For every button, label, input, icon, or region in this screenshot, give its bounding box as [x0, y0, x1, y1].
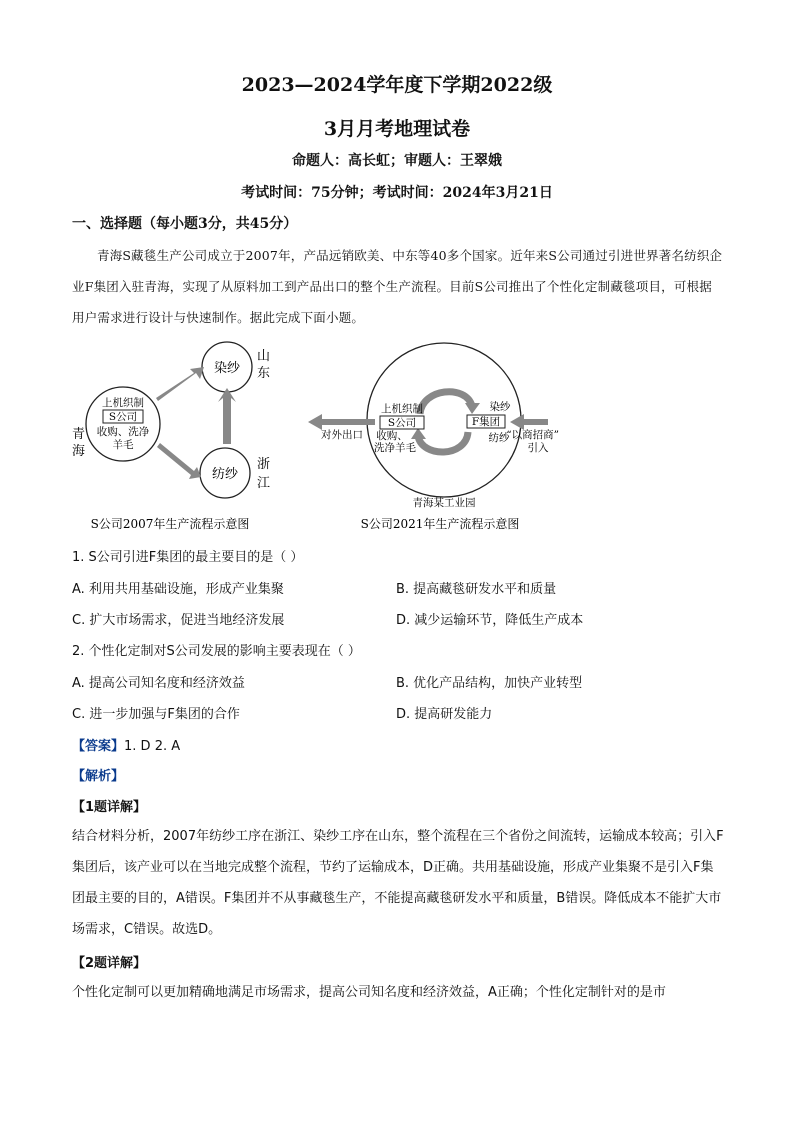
answer-text: 1. D 2. A [124, 739, 181, 754]
production-flow-figure [70, 340, 559, 535]
title-line-1: 2023—2024学年度下学期2022级 [241, 74, 553, 96]
svg-text:羊毛: 羊毛 [112, 439, 134, 451]
detail-2-text: 个性化定制可以更加精确地满足市场需求，提高公司知名度和经济效益，A正确；个性化定制针对的是市 [72, 985, 666, 1000]
authors-line: 命题人：高长虹；审题人：王翠娥 [292, 153, 502, 169]
svg-text:引入: 引入 [527, 442, 549, 454]
answer-line [72, 735, 180, 754]
svg-text:青: 青 [72, 427, 86, 442]
figure-2021 [308, 343, 559, 531]
svg-text:S公司: S公司 [387, 417, 417, 429]
detail-1-title: 【1题详解】 [72, 800, 147, 815]
svg-text:纺纱: 纺纱 [488, 432, 510, 444]
question-1-option-d[interactable]: D. 减少运输环节，降低生产成本 [396, 613, 584, 628]
question-2-option-b[interactable]: B. 优化产品结构，加快产业转型 [396, 676, 583, 691]
svg-text:S公司: S公司 [108, 411, 138, 423]
question-2-option-c[interactable]: C. 进一步加强与F集团的合作 [72, 707, 240, 722]
svg-text:对外出口: 对外出口 [321, 429, 363, 441]
exam-time-line: 考试时间：75分钟；考试时间：2024年3月21日 [241, 185, 553, 201]
analysis-title: 【解析】 [72, 769, 125, 784]
svg-text:东: 东 [257, 366, 271, 381]
svg-text:青海某工业园: 青海某工业园 [412, 497, 476, 509]
svg-text:收购、: 收购、 [376, 430, 408, 442]
detail-2-title: 【2题详解】 [72, 956, 147, 971]
figure-2007 [72, 342, 270, 531]
detail-1-text: 结合材料分析，2007年纺纱工序在浙江、染纱工序在山东，整个流程在三个省份之间流转，运输成本较高；引入F集团后，该产业可以在当地完成整个流程，节约了运输成本，D正确。共用基础设施，形成产业集聚不是引入F集团最主要的目的，A错误。F集团并不从事藏毯生产，不能提高藏毯研发水平和质量，B错误。降低成本不能扩大市场需求，C错误。故选D。 [72, 829, 724, 937]
svg-text:山: 山 [257, 349, 271, 364]
svg-text:S公司2007年生产流程示意图: S公司2007年生产流程示意图 [90, 517, 250, 531]
svg-text:S公司2021年生产流程示意图: S公司2021年生产流程示意图 [360, 517, 520, 531]
svg-text:“以商招商”: “以商招商” [506, 429, 559, 441]
question-2-stem: 2. 个性化定制对S公司发展的影响主要表现在（ ） [72, 644, 361, 659]
question-2-option-a[interactable]: A. 提高公司知名度和经济效益 [72, 676, 245, 691]
question-2-option-d[interactable]: D. 提高研发能力 [396, 707, 493, 722]
question-1-stem: 1. S公司引进F集团的最主要目的是（ ） [72, 550, 304, 565]
answer-tag: 【答案】 [72, 739, 125, 754]
svg-text:F集团: F集团 [471, 416, 501, 428]
svg-text:收购、洗净: 收购、洗净 [96, 426, 150, 438]
svg-text:海: 海 [72, 444, 86, 459]
title-line-2: 3月月考地理试卷 [323, 118, 471, 140]
svg-text:上机织制: 上机织制 [381, 403, 423, 415]
svg-text:纺纱: 纺纱 [211, 467, 239, 482]
section-title: 一、选择题（每小题3分，共45分） [72, 216, 298, 232]
material-paragraph: 青海S藏毯生产公司成立于2007年，产品远销欧美、中东等40多个国家。近年来S公司通过引进世界著名纺织企业F集团入驻青海，实现了从原料加工到产品出口的整个生产流程。目前S公司推出了个性化定制藏毯项目，可根据用户需求进行设计与快速制作。据此完成下面小题。 [72, 248, 723, 325]
svg-text:洗净羊毛: 洗净羊毛 [374, 442, 416, 454]
question-1-option-a[interactable]: A. 利用共用基础设施，形成产业集聚 [72, 582, 284, 597]
question-1-option-c[interactable]: C. 扩大市场需求，促进当地经济发展 [72, 613, 285, 628]
question-1-option-b[interactable]: B. 提高藏毯研发水平和质量 [396, 582, 557, 597]
svg-text:浙: 浙 [257, 457, 271, 472]
svg-text:上机织制: 上机织制 [102, 397, 144, 409]
svg-text:染纱: 染纱 [489, 401, 511, 413]
node-dye-label: 染纱 [213, 361, 241, 376]
svg-text:江: 江 [257, 476, 271, 491]
